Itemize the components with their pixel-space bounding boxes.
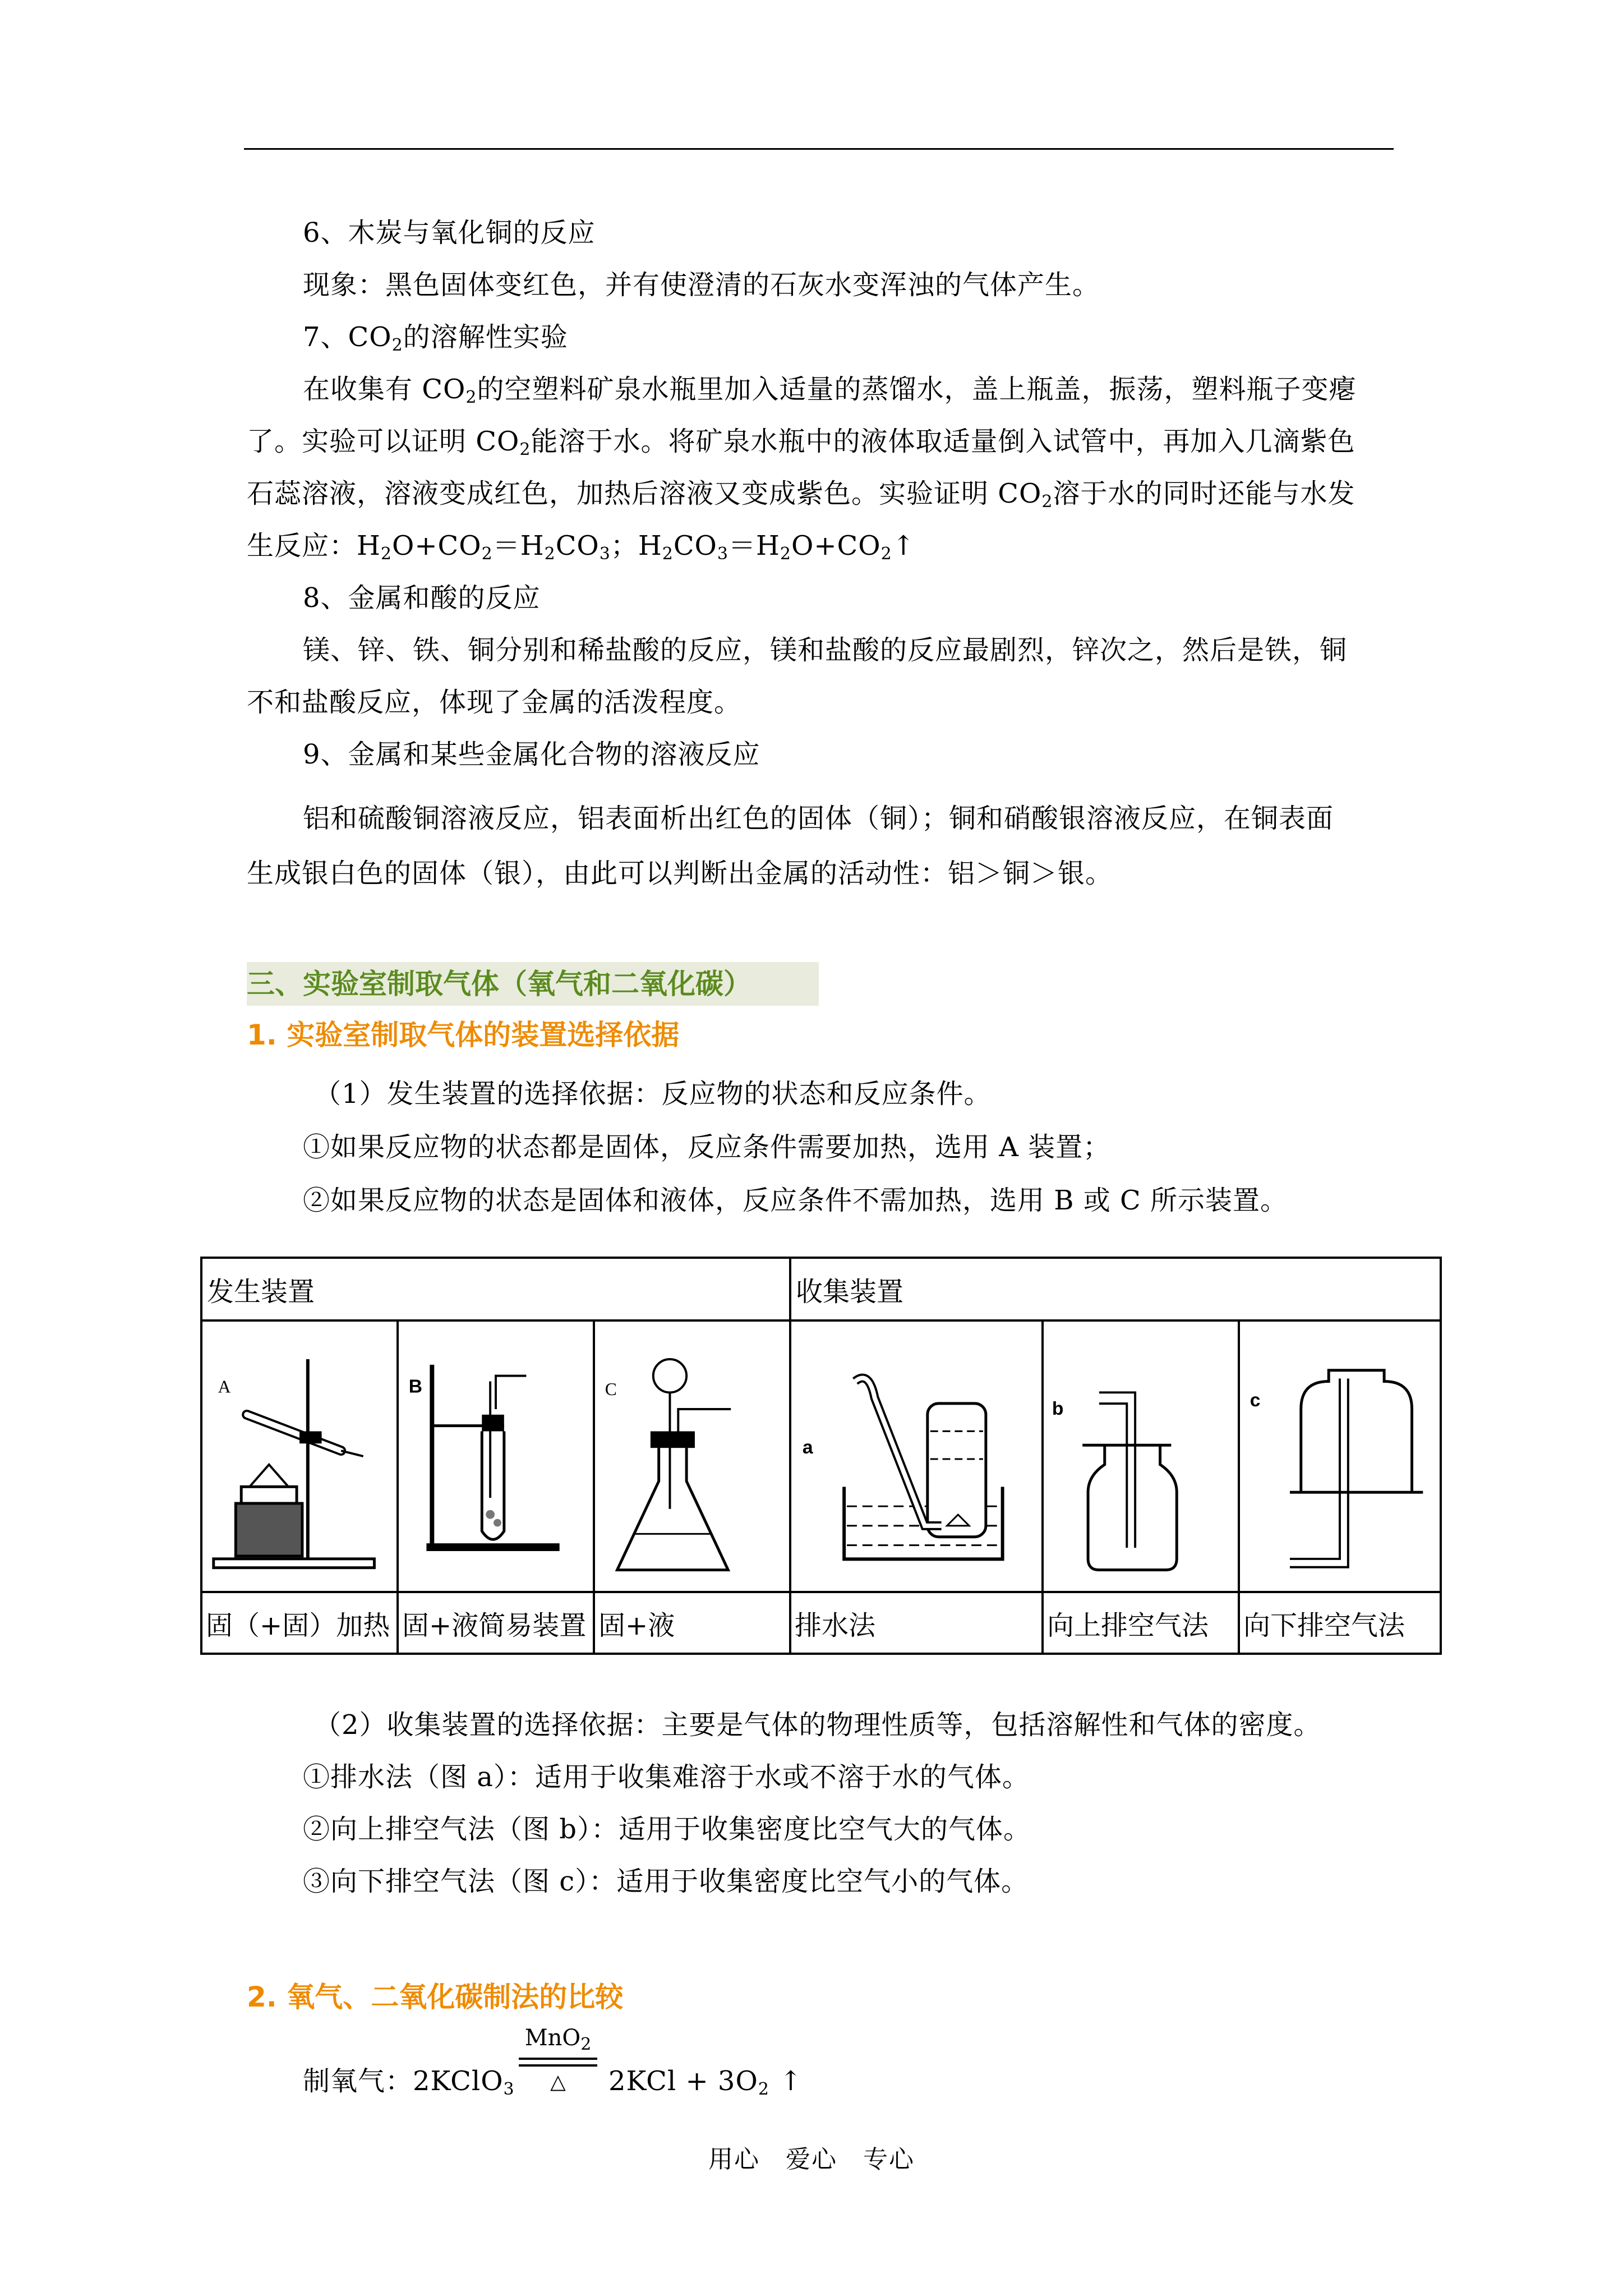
item-8-title: 8、金属和酸的反应 bbox=[303, 582, 541, 614]
header-rule bbox=[244, 148, 1394, 150]
letter-B: B bbox=[408, 1376, 423, 1397]
apparatus-b-drawing bbox=[399, 1324, 593, 1588]
page-footer: 用心 爱心 专心 bbox=[708, 2145, 915, 2174]
item-7-para-line4: 生反应：$H_2O+CO_2=H_2CO_3$；$H_2CO_3=H_2O+CO_2↑$ bbox=[247, 530, 915, 564]
apparatus-a-drawing bbox=[202, 1324, 396, 1588]
label-c-flask: 固+液 bbox=[594, 1592, 790, 1654]
letter-A: A bbox=[218, 1377, 231, 1397]
collection-c-downward bbox=[1239, 1320, 1441, 1592]
equation-bar-top bbox=[519, 2058, 597, 2060]
col-basis-para: （2）收集装置的选择依据：主要是气体的物理性质等，包括溶解性和气体的密度。 bbox=[314, 1709, 1321, 1741]
item-9-para-line2: 生成银白色的固体（银），由此可以判断出金属的活动性：铝＞铜＞银。 bbox=[247, 858, 1113, 889]
header-generation: 发生装置 bbox=[201, 1258, 790, 1320]
apparatus-c-flask bbox=[594, 1320, 790, 1592]
oxygen-equation-left: 制氧气：2KClO$_3$ bbox=[303, 2065, 515, 2099]
item-7-para-line3: 石蕊溶液，溶液变成红色，加热后溶液又变成紫色。实验证明 $CO_2$溶于水的同时还能与水发 bbox=[247, 478, 1355, 512]
label-upward: 向上排空气法 bbox=[1043, 1592, 1239, 1654]
collection-b-drawing bbox=[1044, 1324, 1238, 1588]
gen-basis-para: （1）发生装置的选择依据：反应物的状态和反应条件。 bbox=[314, 1078, 992, 1110]
col-basis-item-2: ②向上排空气法（图 b）：适用于收集密度比空气大的气体。 bbox=[303, 1814, 1031, 1845]
collection-b-upward bbox=[1043, 1320, 1239, 1592]
header-collection: 收集装置 bbox=[790, 1258, 1441, 1320]
item-6-title: 6、木炭与氧化铜的反应 bbox=[303, 217, 596, 249]
equation-catalyst: MnO$_2$ bbox=[524, 2025, 592, 2054]
item-6-text: 现象：黑色固体变红色，并有使澄清的石灰水变浑浊的气体产生。 bbox=[303, 269, 1100, 301]
letter-c: c bbox=[1249, 1389, 1261, 1411]
label-downward: 向下排空气法 bbox=[1239, 1592, 1441, 1654]
item-9-para-line1: 铝和硫酸铜溶液反应，铝表面析出红色的固体（铜）；铜和硝酸银溶液反应，在铜表面 bbox=[303, 803, 1334, 834]
item-7-title: 7、$CO_2$的溶解性实验 bbox=[303, 321, 568, 355]
col-basis-item-1: ①排水法（图 a）：适用于收集难溶于水或不溶于水的气体。 bbox=[303, 1761, 1030, 1793]
equation-heat-condition: △ bbox=[550, 2070, 566, 2093]
subheading-1: 1. 实验室制取气体的装置选择依据 bbox=[247, 1019, 680, 1051]
collection-a-drawing bbox=[791, 1324, 1041, 1588]
item-7-para-line1: 在收集有 $CO_2$的空塑料矿泉水瓶里加入适量的蒸馏水，盖上瓶盖，振荡，塑料瓶子变瘪 bbox=[303, 374, 1357, 407]
oxygen-equation-right: $2KCl + 3O_2$ ↑ bbox=[608, 2065, 803, 2099]
item-8-para-line2: 不和盐酸反应，体现了金属的活泼程度。 bbox=[247, 687, 742, 718]
label-water: 排水法 bbox=[790, 1592, 1043, 1654]
apparatus-table bbox=[200, 1257, 1442, 1655]
apparatus-a-heating bbox=[201, 1320, 398, 1592]
equation-bar-bottom bbox=[519, 2064, 597, 2067]
item-8-para-line1: 镁、锌、铁、铜分别和稀盐酸的反应，镁和盐酸的反应最剧烈，锌次之，然后是铁，铜 bbox=[303, 634, 1348, 666]
gen-basis-item-2: ②如果反应物的状态是固体和液体，反应条件不需加热，选用 B 或 C 所示装置。 bbox=[303, 1185, 1288, 1216]
apparatus-b-simple bbox=[398, 1320, 594, 1592]
item-9-title: 9、金属和某些金属化合物的溶液反应 bbox=[303, 739, 760, 770]
letter-a: a bbox=[802, 1437, 813, 1458]
collection-c-drawing bbox=[1240, 1324, 1440, 1588]
subheading-2: 2. 氧气、二氧化碳制法的比较 bbox=[247, 1981, 624, 2013]
letter-C: C bbox=[605, 1379, 617, 1400]
label-b-simple: 固+液简易装置 bbox=[398, 1592, 594, 1654]
collection-a-water bbox=[790, 1320, 1043, 1592]
section-3-heading: 三、实验室制取气体（氧气和二氧化碳） bbox=[247, 962, 819, 1006]
item-7-para-line2: 了。实验可以证明 $CO_2$能溶于水。将矿泉水瓶中的液体取适量倒入试管中，再加入几滴紫色 bbox=[247, 426, 1355, 459]
letter-b: b bbox=[1052, 1398, 1064, 1419]
col-basis-item-3: ③向下排空气法（图 c）：适用于收集密度比空气小的气体。 bbox=[303, 1866, 1029, 1897]
apparatus-c-drawing bbox=[595, 1324, 789, 1588]
label-a-heating: 固（+固）加热 bbox=[201, 1592, 398, 1654]
gen-basis-item-1: ①如果反应物的状态都是固体，反应条件需要加热，选用 A 装置； bbox=[303, 1131, 1111, 1163]
